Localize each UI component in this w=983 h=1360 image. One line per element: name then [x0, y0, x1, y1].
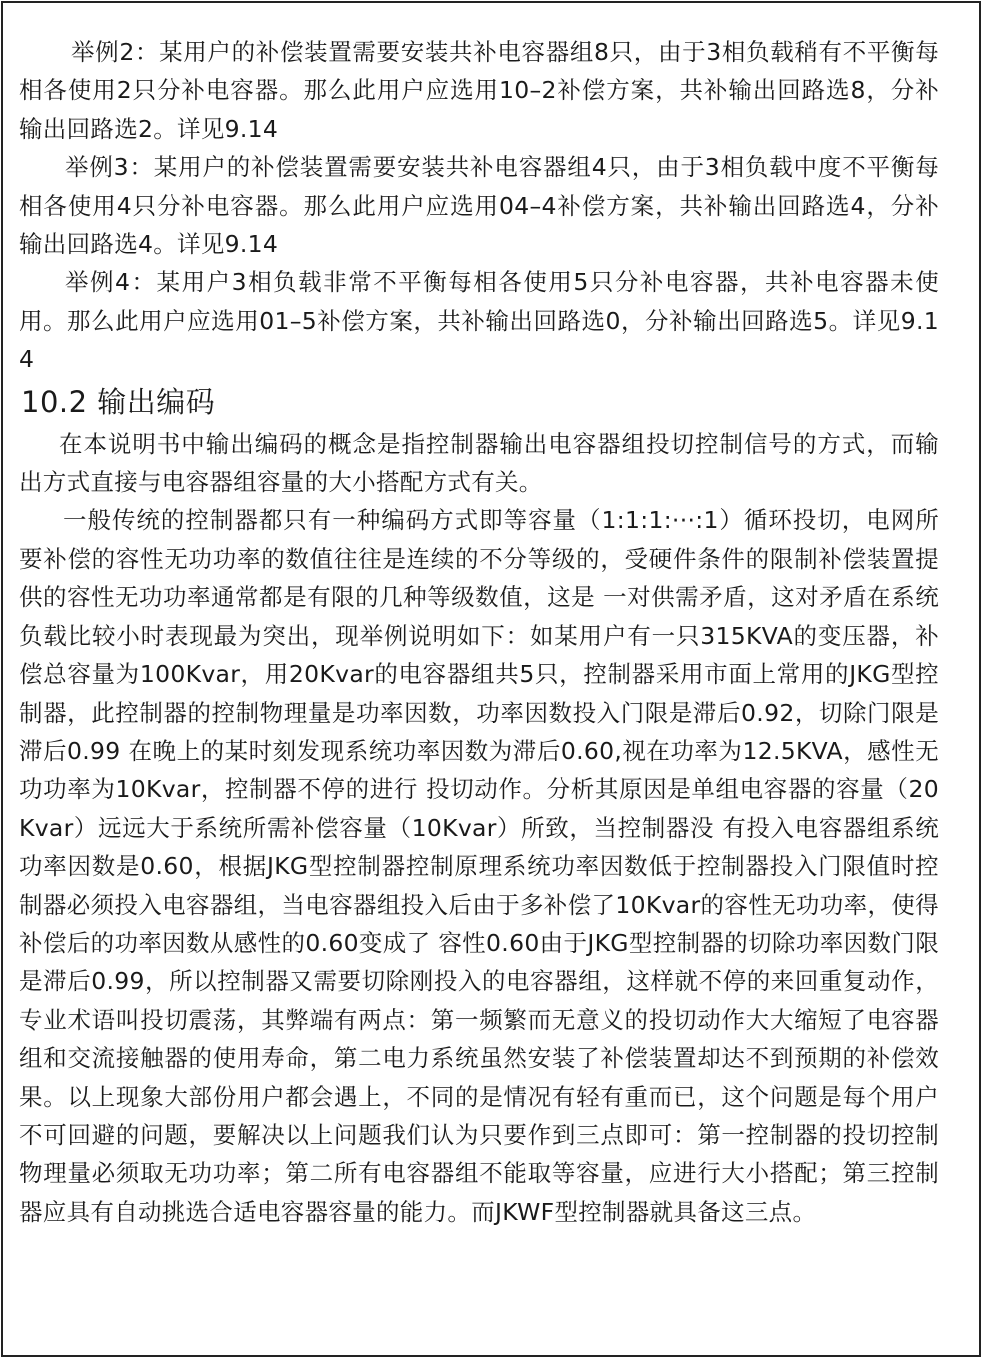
- example-paragraph-3: 举例3：某用户的补偿装置需要安装共补电容器组4只，由于3相负载中度不平衡每相各使用4只分补电容器。那么此用户应选用04–4补偿方案，共补输出回路选4，分补输出回路选4。详见9.14: [19, 153, 939, 259]
- example-paragraph-4: 举例4：某用户3相负载非常不平衡每相各使用5只分补电容器，共补电容器未使用。那么此用户应选用01–5补偿方案，共补输出回路选0，分补输出回路选5。详见9.14: [19, 268, 939, 374]
- example-paragraph-2: 举例2：某用户的补偿装置需要安装共补电容器组8只，由于3相负载稍有不平衡每相各使用2只分补电容器。那么此用户应选用10–2补偿方案，共补输出回路选8，分补输出回路选2。详见9.14: [19, 38, 939, 143]
- body-paragraph-explanation: 一般传统的控制器都只有一种编码方式即等容量（1:1:1:···:1）循环投切，电网所要补偿的容性无功功率的数值往往是连续的不分等级的，受硬件条件的限制补偿装置提供的容性无功功率通常都是有限的几种等级数值，这是 一对供需矛盾，这对矛盾在系统负载比较小时表现最为突出，现举例说明如下：如某用户有一只315KVA的变压器，补偿总容量为100Kvar，用20Kvar的电容器组共5只，控制器采用市面上常用的JKG型控制器，此控制器的控制物理量是功率因数，功率因数投入门限是滞后0.92，切除门限是滞后0.99 在晚上的某时刻发现系统功率因数为滞后0.60,视在功率为12.5KVA，感性无功功率为10Kvar，控制器不停的进行 投切动作。分析其原因是单组电容器的容量（20Kvar）远远大于系统所需补偿容量（10Kvar）所致，当控制器没 有投入电容器组系统功率因数是0.60，根据JKG型控制器控制原理系统功率因数低于控制器投入门限值时控制器必须投入电容器组，当电容器组投入后由于多补偿了10Kvar的容性无功功率，使得补偿后的功率因数从感性的0.60变成了 容性0.60由于JKG型控制器的切除功率因数门限是滞后0.99，所以控制器又需要切除刚投入的电容器组，这样就不停的来回重复动作，专业术语叫投切震荡，其弊端有两点：第一频繁而无意义的投切动作大大缩短了电容器组和交流接触器的使用寿命，第二电力系统虽然安装了补偿装置却达不到预期的补偿效果。以上现象大部份用户都会遇上，不同的是情况有轻有重而已，这个问题是每个用户不可回避的问题，要解决以上问题我们认为只要作到三点即可：第一控制器的投切控制物理量必须取无功功率；第二所有电容器组不能取等容量，应进行大小搭配；第三控制器应具有自动挑选合适电容器容量的能力。而JKWF型控制器就具备这三点。: [19, 506, 939, 1226]
- section-heading: 10.2 输出编码: [21, 384, 216, 419]
- document-page: [1, 1, 981, 1357]
- body-paragraph-definition: 在本说明书中输出编码的概念是指控制器输出电容器组投切控制信号的方式，而输出方式直接与电容器组容量的大小搭配方式有关。: [19, 429, 939, 497]
